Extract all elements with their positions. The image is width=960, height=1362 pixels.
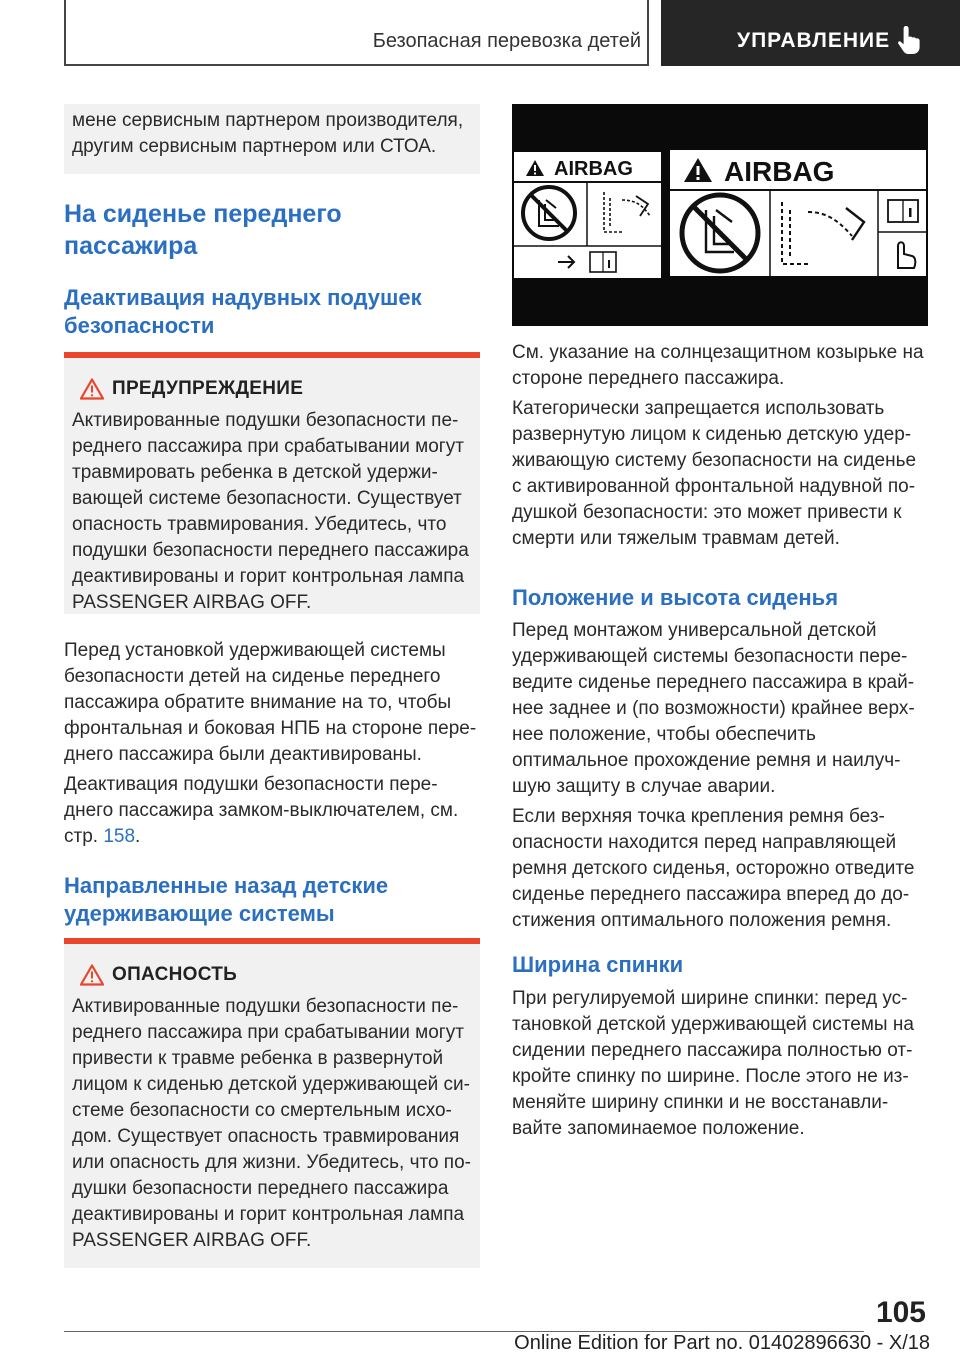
body-line: безопасности детей на сиденье переднего [64,666,441,687]
section-tab [661,0,960,66]
body-line: Если верхняя точка крепления ремня без- [512,806,885,827]
page-reference [64,824,140,849]
danger-line: лицом к сиденью детской удерживающей си- [72,1074,470,1095]
body-line: нее положение, чтобы обеспечить [512,724,816,745]
airbag-label-drawing [512,104,928,326]
danger-line: привести к травме ребенка в развернутой [72,1048,444,1069]
danger-line: или опасность для жизни. Убедитесь, что по- [72,1152,471,1173]
intro-line: мене сервисным партнером производителя, [72,110,464,131]
subsection-heading: удерживающие системы [64,901,335,926]
danger-line: стеме безопасности со смертельным исхо- [72,1100,452,1121]
body-line: оптимальное прохождение ремня и наилуч- [512,750,901,771]
danger-label: ОПАСНОСТЬ [112,964,238,985]
section-heading: пассажира [64,232,198,260]
subsection-heading: Направленные назад детские [64,873,389,898]
body-line: пассажира обратите внимание на то, чтобы [64,692,452,713]
warning-line: опасность травмирования. Убедитесь, что [72,514,447,535]
body-line: ремня детского сиденья, осторожно отведите [512,858,915,879]
body-line: сидении переднего пассажира полностью от- [512,1040,913,1061]
hand-pointer-icon [895,24,923,56]
danger-line: душки безопасности переднего пассажира [72,1178,449,1199]
body-line: Деактивация подушки безопасности пере- [64,774,438,795]
body-line: стижения оптимального положения ремня. [512,910,892,931]
body-line: При регулируемой ширине спинки: перед ус- [512,988,908,1009]
small-airbag-text: AIRBAG [554,158,633,180]
body-line: тановкой детской удерживающей системы на [512,1014,914,1035]
body-line: живающую систему безопасности на сиденье [512,450,917,471]
body-line: смерти или тяжелым травмам детей. [512,528,840,549]
page-number: 105 [875,1296,926,1329]
warning-label: ПРЕДУПРЕЖДЕНИЕ [112,378,304,399]
edition-text: Online Edition for Part no. 01402896630 - X/18 [514,1332,930,1354]
warning-line: PASSENGER AIRBAG OFF. [72,592,312,613]
body-line: кройте спинку по ширине. После этого не из- [512,1066,909,1087]
body-line: нее заднее и (по возможности) крайнее верх- [512,698,915,719]
danger-line: деактивированы и горит контрольная лампа [72,1204,465,1225]
header-rule [64,64,649,66]
subsection-heading: Ширина спинки [512,952,684,977]
chapter-title: Безопасная перевозка детей [372,30,641,52]
subsection-heading: безопасности [64,313,215,338]
warning-line: вающей системе безопасности. Существует [72,488,462,509]
body-line: развернутую лицом к сиденью детскую удер- [512,424,912,445]
warning-line: реднего пассажира при срабатывании могут [72,436,464,457]
header-rule-right [647,0,649,66]
danger-line: Активированные подушки безопасности пе- [72,996,459,1017]
body-line: вайте запоминаемое положение. [512,1118,805,1139]
airbag-label-image [512,104,928,326]
body-line: Категорически запрещается использовать [512,398,885,419]
warning-line: Активированные подушки безопасности пе- [72,410,459,431]
body-line: опасности находится перед направляющей [512,832,897,853]
subsection-heading: Положение и высота сиденья [512,585,839,610]
section-label: УПРАВЛЕНИЕ [737,29,891,52]
danger-line: реднего пассажира при срабатывании могут [72,1022,464,1043]
ref-prefix: стр. [64,826,104,847]
body-line: См. указание на солнцезащитном козырьке на [512,342,924,363]
page-link[interactable]: 158 [103,826,136,847]
large-airbag-text: AIRBAG [724,156,835,187]
warning-line: подушки безопасности переднего пассажира [72,540,469,561]
body-line: фронтальная и боковая НПБ на стороне пере- [64,718,477,739]
body-line: стороне переднего пассажира. [512,368,785,389]
warning-triangle-icon [80,378,104,400]
body-line: днего пассажира были деактивированы. [64,744,422,765]
body-line: Перед установкой удерживающей системы [64,640,446,661]
body-line: душкой безопасности: это может привести к [512,502,902,523]
body-line: шую защиту в случае аварии. [512,776,776,797]
intro-line: другим сервисным партнером или СТОА. [72,136,437,157]
warning-line: травмировать ребенка в детской удержи- [72,462,438,483]
body-line: днего пассажира замком-выключателем, см. [64,800,459,821]
ref-suffix: . [135,826,141,847]
section-heading: На сиденье переднего [64,200,342,228]
body-line: сиденье переднего пассажира вперед до до- [512,884,910,905]
body-line: меняйте ширину спинки и не восстанавли- [512,1092,889,1113]
body-line: с активированной фронтальной надувной по- [512,476,916,497]
warning-line: деактивированы и горит контрольная лампа [72,566,465,587]
body-line: Перед монтажом универсальной детской [512,620,877,641]
danger-line: PASSENGER AIRBAG OFF. [72,1230,312,1251]
warning-triangle-icon [80,964,104,986]
body-line: удерживающей системы безопасности пере- [512,646,908,667]
subsection-heading: Деактивация надувных подушек [64,285,422,310]
danger-line: дом. Существует опасность травмирования [72,1126,460,1147]
body-line: ведите сиденье переднего пассажира в край- [512,672,915,693]
